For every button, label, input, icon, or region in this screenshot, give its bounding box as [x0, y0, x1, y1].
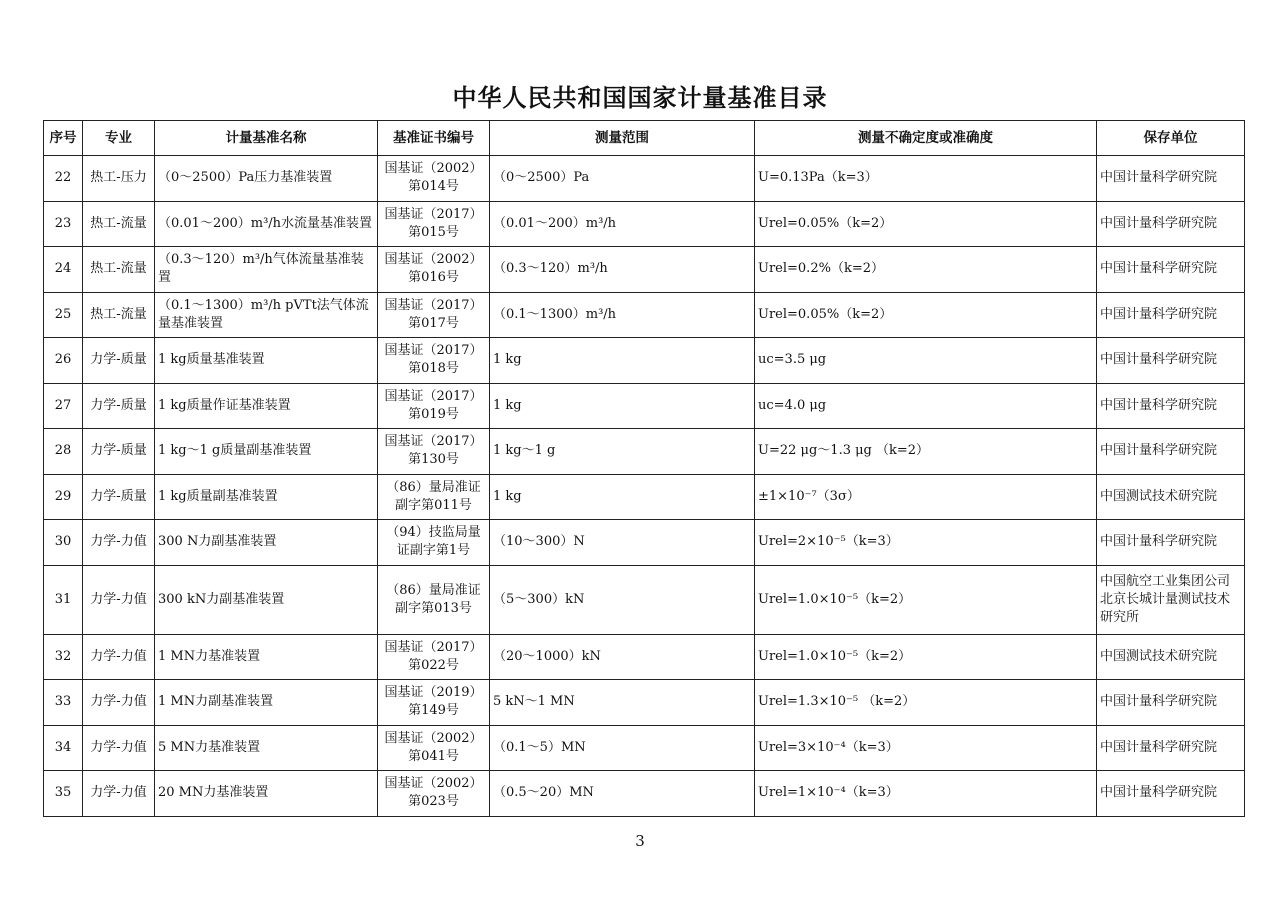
- cell-unit: 中国计量科学研究院: [1097, 247, 1245, 293]
- cell-no: 31: [44, 565, 83, 634]
- cell-uncertainty: Urel=1.0×10⁻⁵（k=2）: [755, 634, 1097, 680]
- cell-field: 力学-质量: [83, 429, 155, 475]
- cell-no: 29: [44, 474, 83, 520]
- cell-name: 1 kg～1 g质量副基准装置: [155, 429, 378, 475]
- cell-unit: 中国计量科学研究院: [1097, 156, 1245, 202]
- cell-cert: 国基证（2017）第022号: [378, 634, 490, 680]
- table-row: [44, 429, 1245, 475]
- cell-unit: 中国计量科学研究院: [1097, 292, 1245, 338]
- cell-uncertainty: uc=3.5 μg: [755, 338, 1097, 384]
- cell-name: 1 MN力基准装置: [155, 634, 378, 680]
- cell-cert: 国基证（2017）第130号: [378, 429, 490, 475]
- cell-cert: 国基证（2017）第019号: [378, 383, 490, 429]
- header-field: 专业: [83, 121, 155, 156]
- cell-no: 23: [44, 201, 83, 247]
- cell-range: 1 kg: [490, 338, 755, 384]
- table-row: [44, 247, 1245, 293]
- cell-range: （10～300）N: [490, 520, 755, 566]
- cell-uncertainty: Urel=3×10⁻⁴（k=3）: [755, 725, 1097, 771]
- header-row: [44, 121, 1245, 156]
- cell-field: 力学-质量: [83, 474, 155, 520]
- cell-cert: 国基证（2002）第023号: [378, 771, 490, 817]
- cell-cert: 国基证（2017）第018号: [378, 338, 490, 384]
- cell-field: 热工-流量: [83, 201, 155, 247]
- cell-uncertainty: Urel=1.3×10⁻⁵ （k=2）: [755, 680, 1097, 726]
- table-row: [44, 725, 1245, 771]
- cell-name: 1 MN力副基准装置: [155, 680, 378, 726]
- header-no: 序号: [44, 121, 83, 156]
- cell-uncertainty: U=22 μg～1.3 μg （k=2）: [755, 429, 1097, 475]
- cell-range: （0.01～200）m³/h: [490, 201, 755, 247]
- cell-range: 5 kN～1 MN: [490, 680, 755, 726]
- cell-uncertainty: Urel=1.0×10⁻⁵（k=2）: [755, 565, 1097, 634]
- cell-unit: 中国航空工业集团公司北京长城计量测试技术研究所: [1097, 565, 1245, 634]
- cell-range: （0.1～5）MN: [490, 725, 755, 771]
- table-row: [44, 201, 1245, 247]
- cell-range: 1 kg: [490, 383, 755, 429]
- cell-range: 1 kg～1 g: [490, 429, 755, 475]
- cell-unit: 中国计量科学研究院: [1097, 680, 1245, 726]
- cell-cert: 国基证（2017）第017号: [378, 292, 490, 338]
- cell-name: 20 MN力基准装置: [155, 771, 378, 817]
- cell-range: （0.5～20）MN: [490, 771, 755, 817]
- cell-cert: 国基证（2002）第041号: [378, 725, 490, 771]
- cell-uncertainty: Urel=2×10⁻⁵（k=3）: [755, 520, 1097, 566]
- cell-no: 22: [44, 156, 83, 202]
- cell-field: 力学-力值: [83, 565, 155, 634]
- cell-unit: 中国计量科学研究院: [1097, 383, 1245, 429]
- header-uncertainty: 测量不确定度或准确度: [755, 121, 1097, 156]
- cell-field: 力学-质量: [83, 338, 155, 384]
- cell-cert: （94）技监局量证副字第1号: [378, 520, 490, 566]
- cell-cert: 国基证（2002）第016号: [378, 247, 490, 293]
- cell-unit: 中国测试技术研究院: [1097, 634, 1245, 680]
- table-row: [44, 338, 1245, 384]
- header-cert: 基准证书编号: [378, 121, 490, 156]
- cell-name: 5 MN力基准装置: [155, 725, 378, 771]
- cell-uncertainty: Urel=0.05%（k=2）: [755, 201, 1097, 247]
- cell-no: 26: [44, 338, 83, 384]
- page-title: 中华人民共和国国家计量基准目录: [452, 84, 828, 112]
- header-range: 测量范围: [490, 121, 755, 156]
- cell-range: 1 kg: [490, 474, 755, 520]
- cell-uncertainty: uc=4.0 μg: [755, 383, 1097, 429]
- cell-no: 27: [44, 383, 83, 429]
- cell-uncertainty: ±1×10⁻⁷（3σ）: [755, 474, 1097, 520]
- cell-range: （20～1000）kN: [490, 634, 755, 680]
- cell-no: 32: [44, 634, 83, 680]
- cell-name: 300 kN力副基准装置: [155, 565, 378, 634]
- cell-uncertainty: U=0.13Pa（k=3）: [755, 156, 1097, 202]
- page-number: 3: [635, 832, 645, 850]
- cell-name: （0.3～120）m³/h气体流量基准装置: [155, 247, 378, 293]
- table-row: [44, 156, 1245, 202]
- cell-unit: 中国计量科学研究院: [1097, 520, 1245, 566]
- cell-no: 34: [44, 725, 83, 771]
- cell-range: （0.1～1300）m³/h: [490, 292, 755, 338]
- cell-uncertainty: Urel=0.2%（k=2）: [755, 247, 1097, 293]
- cell-uncertainty: Urel=0.05%（k=2）: [755, 292, 1097, 338]
- cell-range: （5～300）kN: [490, 565, 755, 634]
- cell-unit: 中国计量科学研究院: [1097, 725, 1245, 771]
- cell-field: 力学-力值: [83, 634, 155, 680]
- cell-name: （0～2500）Pa压力基准装置: [155, 156, 378, 202]
- table-row: [44, 474, 1245, 520]
- cell-cert: 国基证（2019）第149号: [378, 680, 490, 726]
- cell-field: 力学-力值: [83, 725, 155, 771]
- cell-name: 1 kg质量作证基准装置: [155, 383, 378, 429]
- table-row: [44, 680, 1245, 726]
- cell-no: 25: [44, 292, 83, 338]
- cell-field: 力学-力值: [83, 680, 155, 726]
- cell-cert: （86）量局准证副字第011号: [378, 474, 490, 520]
- cell-unit: 中国计量科学研究院: [1097, 338, 1245, 384]
- cell-range: （0～2500）Pa: [490, 156, 755, 202]
- cell-unit: 中国计量科学研究院: [1097, 771, 1245, 817]
- table-row: [44, 383, 1245, 429]
- table-row: [44, 565, 1245, 634]
- cell-field: 热工-压力: [83, 156, 155, 202]
- cell-name: 300 N力副基准装置: [155, 520, 378, 566]
- cell-unit: 中国计量科学研究院: [1097, 429, 1245, 475]
- header-name: 计量基准名称: [155, 121, 378, 156]
- cell-no: 28: [44, 429, 83, 475]
- cell-uncertainty: Urel=1×10⁻⁴（k=3）: [755, 771, 1097, 817]
- cell-cert: （86）量局准证副字第013号: [378, 565, 490, 634]
- cell-name: 1 kg质量基准装置: [155, 338, 378, 384]
- cell-cert: 国基证（2017）第015号: [378, 201, 490, 247]
- cell-unit: 中国测试技术研究院: [1097, 474, 1245, 520]
- cell-no: 24: [44, 247, 83, 293]
- cell-field: 力学-质量: [83, 383, 155, 429]
- cell-field: 热工-流量: [83, 247, 155, 293]
- cell-field: 力学-力值: [83, 520, 155, 566]
- table-row: [44, 771, 1245, 817]
- cell-field: 力学-力值: [83, 771, 155, 817]
- cell-cert: 国基证（2002）第014号: [378, 156, 490, 202]
- table-row: [44, 292, 1245, 338]
- cell-unit: 中国计量科学研究院: [1097, 201, 1245, 247]
- table-body: [44, 156, 1245, 817]
- cell-name: （0.01～200）m³/h水流量基准装置: [155, 201, 378, 247]
- table-row: [44, 634, 1245, 680]
- cell-range: （0.3～120）m³/h: [490, 247, 755, 293]
- cell-name: 1 kg质量副基准装置: [155, 474, 378, 520]
- cell-field: 热工-流量: [83, 292, 155, 338]
- cell-no: 33: [44, 680, 83, 726]
- cell-no: 35: [44, 771, 83, 817]
- header-unit: 保存单位: [1097, 121, 1245, 156]
- cell-no: 30: [44, 520, 83, 566]
- cell-name: （0.1～1300）m³/h pVTt法气体流量基准装置: [155, 292, 378, 338]
- standards-table: [43, 120, 1245, 817]
- table-row: [44, 520, 1245, 566]
